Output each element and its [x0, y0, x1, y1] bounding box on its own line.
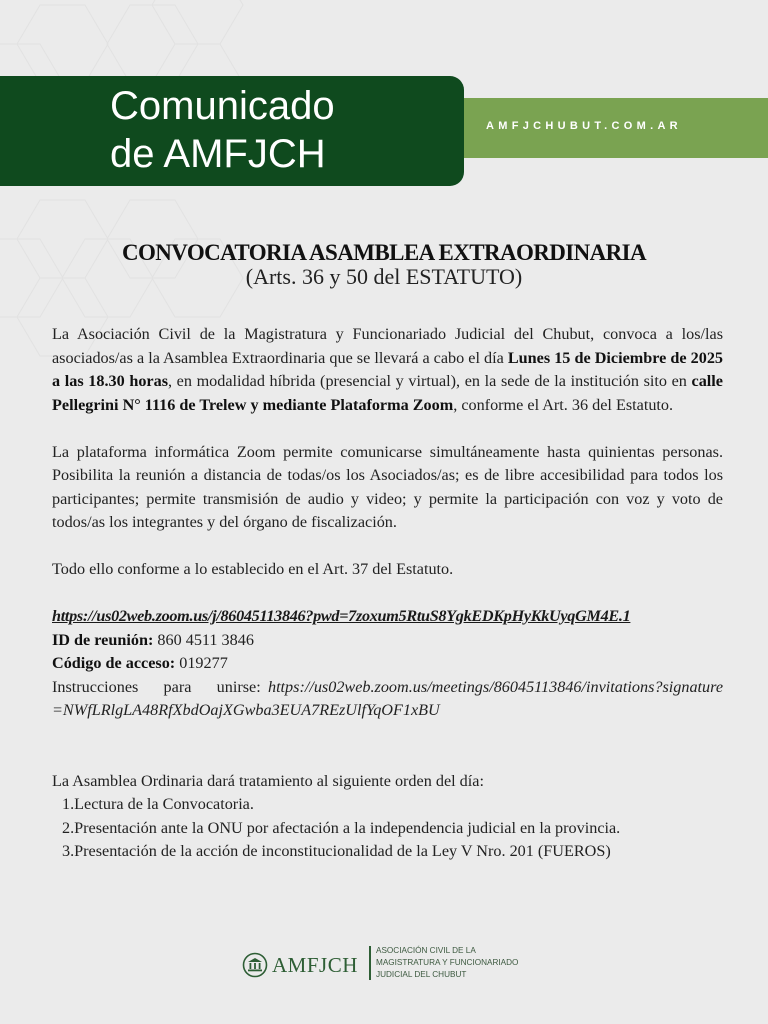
zoom-info	[52, 605, 723, 676]
agenda-intro: La Asamblea Ordinaria dará tratamiento al siguiente orden del día:	[52, 771, 484, 790]
document-subtitle: (Arts. 36 y 50 del ESTATUTO)	[245, 264, 523, 289]
org-name-line: ASOCIACIÓN CIVIL DE LA	[376, 946, 476, 955]
footer-logo	[242, 944, 542, 984]
website-banner	[464, 98, 768, 158]
paragraph-text: , en modalidad híbrida (presencial y virtual), en la sede de la institución sito en	[168, 372, 692, 390]
instructions-url[interactable]: https://us02web.zoom.us/meetings/86045113846/invitations?signature=NWfLRlgLA48RfXbdOajXGwba3EUA7REzUlfYqOF1xBU	[52, 677, 724, 719]
title-line-1: Comunicado	[110, 84, 335, 128]
meeting-id-value: 860 4511 3846	[157, 630, 254, 649]
agenda-list	[52, 793, 723, 864]
org-name-line: MAGISTRATURA Y FUNCIONARIADO	[376, 958, 519, 967]
agenda-item-text: Presentación ante la ONU por afectación a la independencia judicial en la provincia.	[74, 818, 621, 837]
paragraph-zoom-platform: La plataforma informática Zoom permite comunicarse simultáneamente hasta quinientas personas. Posibilita la reunión a distancia de todas/os los Asociados/as; es de libre accesibilidad para todos los participantes; permite transmisión de audio y video; y permite la participación con voz y voto de todos/as los integrantes y del órgano de fiscalización.	[52, 442, 723, 531]
zoom-meeting-link[interactable]: https://us02web.zoom.us/j/86045113846?pwd=7zoxum5RtuS8YgkEDKpHyKkUyqGM4E.1	[52, 607, 631, 625]
agenda-item-number: 1.	[62, 795, 75, 813]
logo-divider	[369, 946, 371, 980]
access-code-label: Código de acceso:	[52, 654, 176, 672]
agenda-item-text: Presentación de la acción de inconstitucionalidad de la Ley V Nro. 201 (FUEROS)	[74, 842, 611, 860]
zoom-instructions	[52, 676, 723, 723]
meeting-date: Lunes 15 de Diciembre de 2025 a las 18.30 horas	[52, 348, 724, 390]
paragraph-convocation	[52, 323, 723, 417]
agenda-item-number: 3.	[62, 842, 75, 860]
agenda-item	[52, 793, 723, 817]
title-banner	[0, 76, 464, 186]
document-heading	[0, 240, 768, 288]
org-name-line: JUDICIAL DEL CHUBUT	[376, 970, 467, 979]
meeting-location: calle Pellegrini N° 1116 de Trelew y mediante Plataforma Zoom	[52, 372, 723, 414]
organization-name	[376, 945, 518, 981]
paragraph-text: La Asociación Civil de la Magistratura y Funcionariado Judicial del Chubut, convoca a los/las asociados/as a la Asamblea Extraordinaria que se llevará a cabo el día	[52, 325, 723, 367]
agenda-item-text: Lectura de la Convocatoria.	[74, 795, 254, 813]
paragraph-text: , conforme el Art. 36 del Estatuto.	[453, 395, 674, 414]
document-body	[52, 323, 723, 864]
document-title: CONVOCATORIA ASAMBLEA EXTRAORDINARIA	[121, 240, 647, 265]
instructions-label: Instrucciones para unirse:	[52, 677, 261, 696]
agenda-item	[52, 817, 723, 841]
meeting-id-label: ID de reunión:	[52, 630, 154, 649]
paragraph-statute: Todo ello conforme a lo establecido en el Art. 37 del Estatuto.	[52, 560, 454, 578]
courthouse-icon	[242, 952, 268, 978]
agenda-item-number: 2.	[62, 818, 75, 837]
agenda-item	[52, 840, 723, 864]
website-link[interactable]: AMFJCHUBUT.COM.AR	[486, 120, 682, 132]
logo-wordmark: AMFJCH	[272, 953, 358, 977]
title-line-2: de AMFJCH	[110, 132, 326, 176]
access-code-value: 019277	[179, 654, 228, 672]
